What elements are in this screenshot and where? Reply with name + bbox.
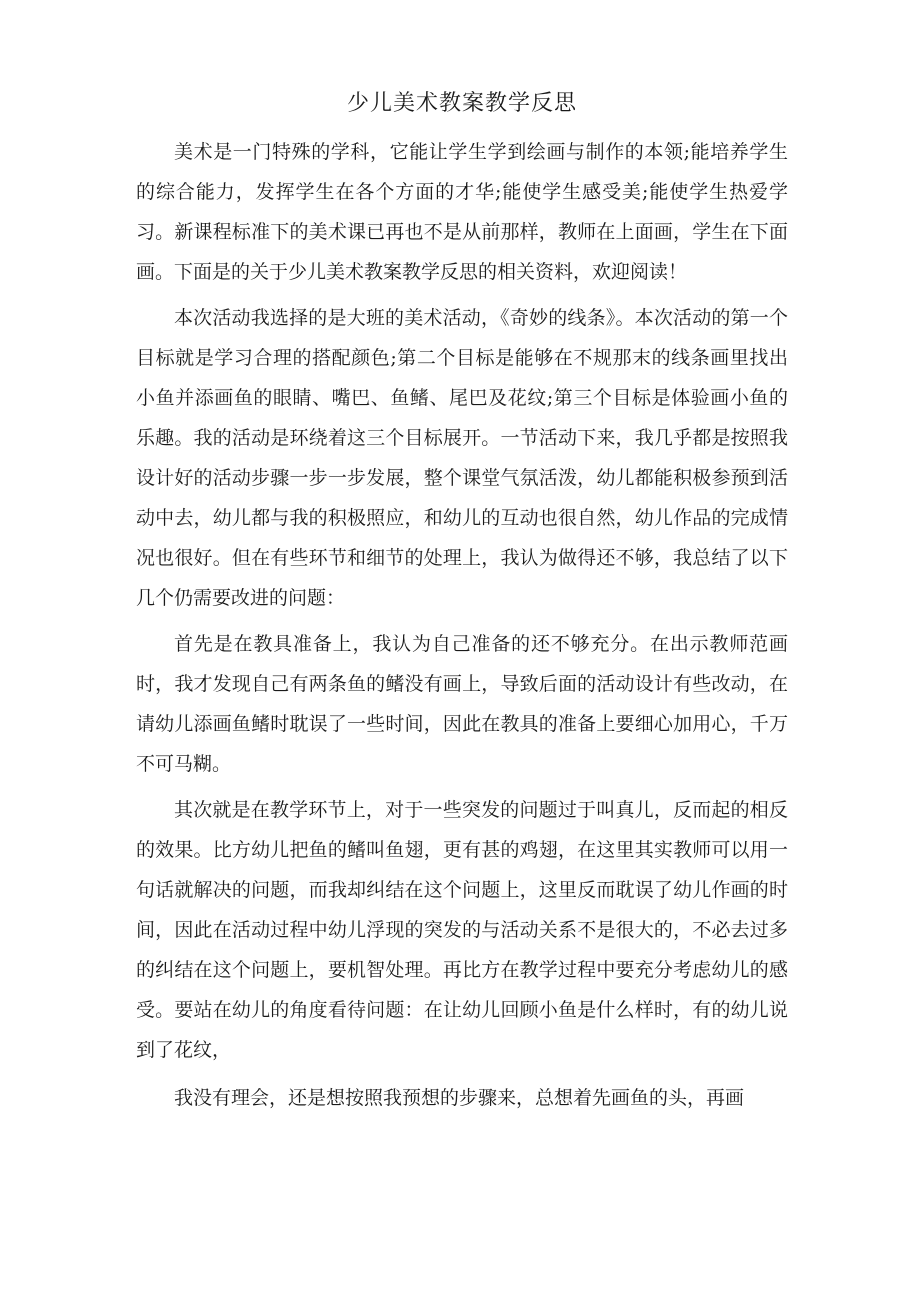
paragraph-preparation: 首先是在教具准备上，我认为自己准备的还不够充分。在出示教师范画时，我才发现自己有两条鱼的鳍没有画上，导致后面的活动设计有些改动，在请幼儿添画鱼鳍时耽误了一些时间，因此在教具的准备上要细心加用心，千万不可马糊。 xyxy=(136,633,788,775)
paragraph-teaching-steps: 其次就是在教学环节上，对于一些突发的问题过于叫真儿，反而起的相反的效果。比方幼儿把鱼的鳍叫鱼翅，更有甚的鸡翅，在这里其实教师可以用一句话就解决的问题，而我却纠结在这个问题上，这里反而耽误了幼儿作画的时间，因此在活动过程中幼儿浮现的突发的与活动关系不是很大的，不必去过多的纠结在这个问题上，要机智处理。再比方在教学过程中要充分考虑幼儿的感受。要站在幼儿的角度看待问题：在让幼儿回顾小鱼是什么样时，有的幼儿说到了花纹， xyxy=(136,799,788,1061)
paragraph-continuation: 我没有理会，还是想按照我预想的步骤来，总想着先画鱼的头，再画 xyxy=(174,1087,745,1109)
paragraph-activity: 本次活动我选择的是大班的美术活动，《奇妙的线条》。本次活动的第一个目标就是学习合理的搭配颜色;第二个目标是能够在不规那末的线条画里找出小鱼并添画鱼的眼睛、嘴巴、鱼鳍、尾巴及花纹;第三个目标是体验画小鱼的乐趣。我的活动是环绕着这三个目标展开。一节活动下来，我几乎都是按照我设计好的活动步骤一步一步发展，整个课堂气氛活泼，幼儿都能积极参预到活动中去，幼儿都与我的积极照应，和幼儿的互动也很自然，幼儿作品的完成情况也很好。但在有些环节和细节的处理上，我认为做得还不够，我总结了以下几个仍需要改进的问题： xyxy=(136,307,788,609)
document-page xyxy=(136,84,788,1124)
paragraph-intro: 美术是一门特殊的学科，它能让学生学到绘画与制作的本领;能培养学生的综合能力，发挥学生在各个方面的才华;能使学生感受美;能使学生热爱学习。新课程标准下的美术课已再也不是从前那样，教师在上面画，学生在下面画。下面是的关于少儿美术教案教学反思的相关资料，欢迎阅读！ xyxy=(136,141,788,283)
document-title: 少儿美术教案教学反思 xyxy=(346,91,577,116)
